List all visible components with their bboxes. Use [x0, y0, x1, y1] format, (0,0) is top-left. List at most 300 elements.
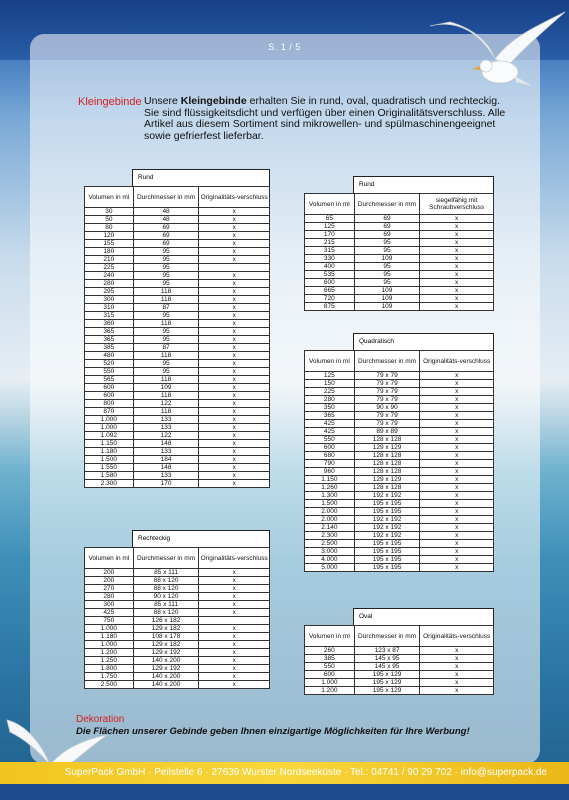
table-row	[305, 532, 494, 540]
table-cell: x	[199, 424, 270, 432]
table-cell: 365	[85, 328, 134, 336]
table-cell: 170	[133, 480, 199, 488]
table-row	[85, 264, 270, 272]
table-cell: 425	[305, 428, 355, 436]
table-cell: 425	[85, 609, 134, 617]
table-cell: 109	[354, 255, 420, 263]
table-cell: 520	[85, 360, 134, 368]
table-row	[305, 679, 494, 687]
table-row	[85, 328, 270, 336]
table-cell: x	[420, 287, 494, 295]
table-cell: x	[199, 480, 270, 488]
table-row	[305, 404, 494, 412]
table-cell: x	[420, 484, 494, 492]
table-cell: x	[420, 516, 494, 524]
table-cell: x	[199, 681, 270, 689]
table-row	[305, 295, 494, 303]
table-cell: x	[420, 671, 494, 679]
table-cell: 600	[305, 671, 355, 679]
dekoration-heading: Dekoration	[76, 714, 125, 725]
table-cell: x	[420, 223, 494, 231]
table-cell: 720	[305, 295, 355, 303]
table-cell: 95	[354, 263, 420, 271]
table-cell: 118	[133, 376, 199, 384]
table-cell: x	[420, 564, 494, 572]
table-row	[85, 416, 270, 424]
bottom-banner	[0, 784, 569, 800]
table-row	[85, 296, 270, 304]
table-row	[85, 208, 270, 216]
table-cell: x	[420, 247, 494, 255]
table-cell: x	[420, 255, 494, 263]
table-cell: x	[420, 444, 494, 452]
table-cell: 2.300	[305, 532, 355, 540]
table-cell: x	[199, 456, 270, 464]
table-cell: 95	[133, 264, 199, 272]
table-cell: 109	[354, 303, 420, 311]
table-cell: 195 x 129	[354, 687, 420, 695]
table-row	[305, 420, 494, 428]
table-cell: 48	[133, 216, 199, 224]
table-cell: 79 x 79	[354, 372, 420, 380]
table-cell: 280	[85, 593, 134, 601]
intro-bold-word: Kleingebinde	[180, 95, 247, 107]
table-cell: 95	[133, 312, 199, 320]
table-row	[85, 408, 270, 416]
table-cell	[199, 264, 270, 272]
table-cell: x	[199, 304, 270, 312]
table-row	[85, 649, 270, 657]
table-row	[305, 215, 494, 223]
table-cell: 140 x 200	[133, 657, 199, 665]
table-cell: 195 x 195	[354, 500, 420, 508]
table-row	[305, 556, 494, 564]
table-cell: x	[420, 271, 494, 279]
table-cell: 30	[85, 208, 134, 216]
table-row	[305, 388, 494, 396]
table-cell: x	[420, 279, 494, 287]
table-cell: x	[199, 312, 270, 320]
table-cell: x	[199, 280, 270, 288]
table-row	[305, 255, 494, 263]
table-cell: 95	[133, 336, 199, 344]
table-row	[85, 609, 270, 617]
table-cell: 1.300	[305, 492, 355, 500]
table-cell: 260	[305, 647, 355, 655]
table-cell: x	[199, 432, 270, 440]
table-row	[85, 585, 270, 593]
table-cell: x	[199, 232, 270, 240]
table-cell: 2.140	[305, 524, 355, 532]
table-row	[85, 593, 270, 601]
table-cell: 535	[305, 271, 355, 279]
table-cell: 129 x 182	[133, 625, 199, 633]
table-row	[305, 687, 494, 695]
table-cell: 88 x 120	[133, 585, 199, 593]
table-header-row	[305, 194, 494, 215]
table-rechteckig	[84, 547, 270, 689]
table-cell: 88 x 120	[133, 609, 199, 617]
column-header: Volumen in ml	[85, 187, 134, 208]
table-cell: 280	[305, 396, 355, 404]
table-cell: x	[199, 248, 270, 256]
table-row	[85, 577, 270, 585]
table-row	[85, 232, 270, 240]
table-cell: 550	[85, 368, 134, 376]
table-header-row	[305, 351, 494, 372]
table-cell: 315	[85, 312, 134, 320]
table-cell: x	[199, 224, 270, 232]
table-cell: 1.092	[85, 432, 134, 440]
column-header: Volumen in ml	[305, 351, 355, 372]
table-cell: 295	[85, 288, 134, 296]
table-row	[85, 248, 270, 256]
table-cell: 2.000	[305, 516, 355, 524]
table-cell: 385	[305, 655, 355, 663]
table-cell: 118	[133, 288, 199, 296]
table-cell: 1.000	[85, 625, 134, 633]
table-cell: 195 x 195	[354, 548, 420, 556]
table-cell	[199, 617, 270, 625]
table-cell: 79 x 79	[354, 412, 420, 420]
table-cell: 750	[85, 617, 134, 625]
table-cell: 150	[305, 380, 355, 388]
table-cell: 600	[85, 392, 134, 400]
table-cell: 69	[133, 240, 199, 248]
table-cell: 128 x 128	[354, 484, 420, 492]
table-cell: 109	[354, 287, 420, 295]
table-cell: 109	[133, 384, 199, 392]
column-header: Volumen in ml	[85, 548, 134, 569]
table-row	[85, 384, 270, 392]
table-cell: x	[199, 400, 270, 408]
table-cell: 89 x 89	[354, 428, 420, 436]
table-row	[305, 500, 494, 508]
table-row	[305, 548, 494, 556]
table-cell: 128 x 128	[354, 460, 420, 468]
column-header: siegelfähig mit Schraubverschluss	[420, 194, 494, 215]
table-cell: 600	[305, 444, 355, 452]
table-cell: x	[199, 256, 270, 264]
table-cell: x	[420, 476, 494, 484]
table-title-quadratisch: Quadratisch	[353, 333, 494, 350]
table-cell: 95	[133, 368, 199, 376]
table-cell: x	[199, 585, 270, 593]
table-cell: 125	[305, 372, 355, 380]
table-cell: 69	[354, 215, 420, 223]
table-cell: 3.000	[305, 548, 355, 556]
table-cell: 123 x 87	[354, 647, 420, 655]
table-cell: x	[199, 384, 270, 392]
table-cell: 118	[133, 296, 199, 304]
table-row	[85, 448, 270, 456]
table-cell: 1.200	[305, 687, 355, 695]
table-cell: 1.260	[305, 484, 355, 492]
table-row	[85, 392, 270, 400]
table-cell: 1.800	[85, 665, 134, 673]
intro-heading: Kleingebinde	[78, 96, 142, 108]
table-cell: 65	[305, 215, 355, 223]
table-cell: 210	[85, 256, 134, 264]
table-row	[305, 508, 494, 516]
table-cell: x	[199, 440, 270, 448]
table-row	[85, 360, 270, 368]
table-row	[85, 272, 270, 280]
table-cell: 385	[85, 344, 134, 352]
table-cell: 1.000	[85, 416, 134, 424]
table-header-row	[85, 548, 270, 569]
table-row	[305, 279, 494, 287]
table-row	[305, 444, 494, 452]
table-cell: 195 x 195	[354, 556, 420, 564]
table-cell: 1.250	[85, 657, 134, 665]
table-row	[305, 263, 494, 271]
table-cell: 85 x 111	[133, 569, 199, 577]
table-cell: 350	[305, 404, 355, 412]
table-cell: 50	[85, 216, 134, 224]
table-cell: x	[199, 472, 270, 480]
table-cell: 95	[133, 256, 199, 264]
table-cell: 400	[305, 263, 355, 271]
table-cell: 960	[305, 468, 355, 476]
table-cell: 118	[133, 320, 199, 328]
table-cell: 195 x 195	[354, 540, 420, 548]
table-cell: 1.500	[305, 500, 355, 508]
table-header-row	[85, 187, 270, 208]
table-row	[85, 633, 270, 641]
table-row	[305, 484, 494, 492]
table-cell: x	[199, 320, 270, 328]
table-cell: 118	[133, 392, 199, 400]
table-cell: x	[420, 404, 494, 412]
table-cell: 90 x 120	[133, 593, 199, 601]
table-cell: 90 x 90	[354, 404, 420, 412]
table-row	[85, 280, 270, 288]
table-cell: x	[199, 296, 270, 304]
table-row	[305, 663, 494, 671]
table-cell: x	[199, 240, 270, 248]
table-row	[85, 400, 270, 408]
table-row	[305, 468, 494, 476]
table-row	[85, 681, 270, 689]
table-cell: 215	[305, 239, 355, 247]
table-cell: x	[420, 231, 494, 239]
table-row	[305, 223, 494, 231]
table-cell: x	[199, 665, 270, 673]
table-cell: 129 x 182	[133, 641, 199, 649]
table-cell: x	[199, 609, 270, 617]
table-header-row	[305, 626, 494, 647]
column-header: Durchmesser in mm	[354, 351, 420, 372]
table-cell: 310	[85, 304, 134, 312]
table-row	[305, 372, 494, 380]
table-cell: x	[199, 344, 270, 352]
table-cell: x	[420, 303, 494, 311]
column-header: Originalitäts-verschluss	[199, 548, 270, 569]
table-cell: 2.500	[85, 681, 134, 689]
table-cell: 128 x 128	[354, 436, 420, 444]
table-cell: 680	[305, 452, 355, 460]
table-cell: 95	[133, 280, 199, 288]
table-cell: 2.300	[85, 480, 134, 488]
table-rund-2	[304, 193, 494, 311]
table-cell: x	[199, 673, 270, 681]
table-cell: 195 x 129	[354, 671, 420, 679]
column-header: Volumen in ml	[305, 626, 355, 647]
table-cell: 118	[133, 408, 199, 416]
table-row	[305, 412, 494, 420]
table-cell: 126 x 182	[133, 617, 199, 625]
table-cell: 480	[85, 352, 134, 360]
table-cell: 200	[85, 577, 134, 585]
table-cell: 195 x 129	[354, 679, 420, 687]
table-cell: x	[199, 368, 270, 376]
table-row	[85, 617, 270, 625]
table-cell: x	[420, 396, 494, 404]
table-row	[305, 231, 494, 239]
table-cell: x	[199, 392, 270, 400]
table-cell: x	[199, 272, 270, 280]
table-cell: x	[199, 208, 270, 216]
table-cell: 800	[85, 400, 134, 408]
table-cell: 128 x 128	[354, 468, 420, 476]
table-cell: x	[420, 412, 494, 420]
table-cell: 155	[85, 240, 134, 248]
table-cell: 550	[305, 663, 355, 671]
table-row	[85, 480, 270, 488]
table-cell: 195 x 195	[354, 508, 420, 516]
table-row	[305, 303, 494, 311]
table-title-rechteckig: Rechteckig	[132, 530, 270, 547]
table-cell: x	[420, 388, 494, 396]
table-row	[305, 647, 494, 655]
table-cell: 95	[133, 360, 199, 368]
table-cell: 1.750	[85, 673, 134, 681]
table-cell: 69	[354, 223, 420, 231]
table-cell: 129 x 129	[354, 476, 420, 484]
table-cell: 108 x 178	[133, 633, 199, 641]
column-header: Durchmesser in mm	[133, 187, 199, 208]
table-cell: x	[199, 569, 270, 577]
table-cell: 192 x 192	[354, 492, 420, 500]
table-cell: x	[420, 460, 494, 468]
table-row	[85, 224, 270, 232]
table-cell: 133	[133, 424, 199, 432]
table-cell: 95	[133, 248, 199, 256]
table-cell: 225	[85, 264, 134, 272]
table-row	[85, 432, 270, 440]
table-cell: x	[420, 540, 494, 548]
footer-bar	[0, 762, 569, 784]
table-cell: 550	[305, 436, 355, 444]
table-row	[85, 601, 270, 609]
table-row	[305, 492, 494, 500]
column-header: Volumen in ml	[305, 194, 355, 215]
table-row	[85, 288, 270, 296]
table-cell: 5.000	[305, 564, 355, 572]
table-cell: x	[199, 288, 270, 296]
table-cell: x	[199, 593, 270, 601]
table-cell: x	[199, 336, 270, 344]
table-row	[85, 657, 270, 665]
table-cell: 2.000	[305, 508, 355, 516]
table-row	[85, 240, 270, 248]
table-row	[85, 256, 270, 264]
table-cell: x	[199, 649, 270, 657]
table-row	[85, 352, 270, 360]
table-cell: 360	[85, 320, 134, 328]
table-cell: 95	[354, 271, 420, 279]
table-cell: x	[199, 601, 270, 609]
table-row	[305, 247, 494, 255]
table-cell: x	[420, 556, 494, 564]
table-cell: 87	[133, 344, 199, 352]
table-row	[85, 424, 270, 432]
table-row	[305, 239, 494, 247]
table-cell: 365	[85, 336, 134, 344]
table-cell: 140 x 200	[133, 681, 199, 689]
table-cell: x	[420, 508, 494, 516]
table-cell: 120	[85, 232, 134, 240]
table-cell: x	[420, 215, 494, 223]
table-cell: 790	[305, 460, 355, 468]
table-cell: 145 x 95	[354, 655, 420, 663]
table-cell: 69	[133, 224, 199, 232]
table-cell: 133	[133, 416, 199, 424]
table-cell: 95	[354, 279, 420, 287]
table-cell: 1.000	[85, 424, 134, 432]
table-row	[85, 336, 270, 344]
table-cell: x	[420, 428, 494, 436]
table-cell: x	[420, 452, 494, 460]
table-cell: 79 x 79	[354, 420, 420, 428]
table-cell: x	[420, 372, 494, 380]
table-cell: 870	[85, 408, 134, 416]
table-cell: x	[420, 436, 494, 444]
table-cell: 875	[305, 303, 355, 311]
table-cell: 365	[305, 412, 355, 420]
table-row	[305, 436, 494, 444]
table-title-rund-1: Rund	[132, 169, 270, 186]
table-cell: 95	[133, 328, 199, 336]
table-row	[305, 516, 494, 524]
table-cell: x	[420, 524, 494, 532]
table-cell: 129 x 129	[354, 444, 420, 452]
table-row	[305, 452, 494, 460]
table-row	[85, 464, 270, 472]
table-cell: x	[199, 464, 270, 472]
table-cell: 88 x 120	[133, 577, 199, 585]
table-cell: 79 x 79	[354, 388, 420, 396]
table-cell: 129 x 192	[133, 649, 199, 657]
table-row	[305, 380, 494, 388]
table-cell: 192 x 192	[354, 532, 420, 540]
table-title-oval: Oval	[353, 608, 494, 625]
table-cell: 95	[354, 247, 420, 255]
table-cell: 192 x 192	[354, 516, 420, 524]
table-cell: 300	[85, 296, 134, 304]
table-cell: 1.500	[85, 456, 134, 464]
table-quadratisch	[304, 350, 494, 572]
table-cell: 1.000	[305, 679, 355, 687]
table-cell: 95	[133, 272, 199, 280]
table-cell: x	[420, 548, 494, 556]
table-cell: 1.000	[85, 641, 134, 649]
table-cell: 600	[305, 279, 355, 287]
table-cell: 145 x 95	[354, 663, 420, 671]
page-number: S. 1 / 5	[268, 42, 301, 52]
table-cell: 4.000	[305, 556, 355, 564]
